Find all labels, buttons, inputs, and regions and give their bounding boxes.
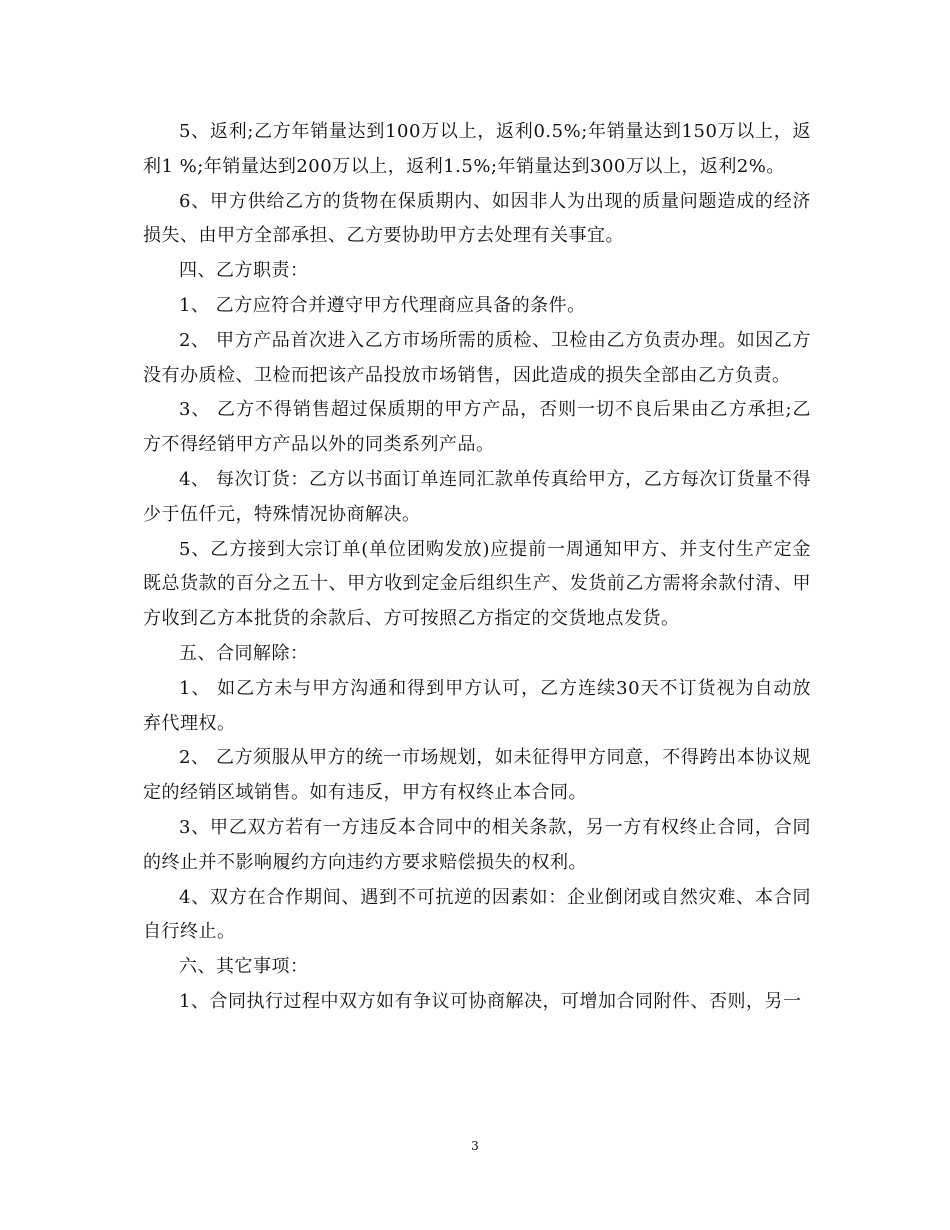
- section-heading-termination: 五、合同解除：: [179, 642, 309, 664]
- clause-shelf-life: 3、 乙方不得销售超过保质期的甲方产品，否则一切不良后果由乙方承担;乙方不得经销甲方产品以外的同类系列产品。: [143, 399, 811, 456]
- clause-rebate: 5、返利;乙方年销量达到100万以上，返利0.5%;年销量达到150万以上，返利1 %;年销量达到200万以上，返利1.5%;年销量达到300万以上，返利2%。: [143, 121, 811, 177]
- clause-force-majeure: 4、双方在合作期间、遇到不可抗逆的因素如：企业倒闭或自然灾难、本合同自行终止。: [143, 886, 811, 943]
- clause-disputes: 1、合同执行过程中双方如有争议可协商解决，可增加合同附件、否则，另一: [179, 990, 802, 1012]
- clause-bulk-orders: 5、乙方接到大宗订单(单位团购发放)应提前一周通知甲方、并支付生产定金既总货款的百分之五十、甲方收到定金后组织生产、发货前乙方需将余款付清、甲方收到乙方本批货的余款后、方可按照乙方指定的交货地点发货。: [143, 538, 811, 630]
- clause-auto-waiver: 1、 如乙方未与甲方沟通和得到甲方认可，乙方连续30天不订货视为自动放弃代理权。: [143, 677, 811, 734]
- section-heading-party-b-duties: 四、乙方职责：: [179, 260, 309, 282]
- clause-agent-conditions: 1、 乙方应符合并遵守甲方代理商应具备的条件。: [179, 294, 586, 316]
- clause-quality-loss: 6、甲方供给乙方的货物在保质期内、如因非人为出现的质量问题造成的经济损失、由甲方全部承担、乙方要协助甲方去处理有关事宜。: [143, 190, 811, 247]
- clause-market-planning: 2、 乙方须服从甲方的统一市场规划，如未征得甲方同意，不得跨出本协议规定的经销区域销售。如有违反，甲方有权终止本合同。: [143, 747, 811, 804]
- clause-inspection: 2、 甲方产品首次进入乙方市场所需的质检、卫检由乙方负责办理。如因乙方没有办质检、卫检而把该产品投放市场销售，因此造成的损失全部由乙方负责。: [143, 329, 811, 386]
- page-number: 3: [471, 1139, 479, 1153]
- section-heading-other-matters: 六、其它事项：: [179, 956, 309, 978]
- clause-breach: 3、甲乙双方若有一方违反本合同中的相关条款，另一方有权终止合同，合同的终止并不影响履约方向违约方要求赔偿损失的权利。: [143, 816, 811, 873]
- clause-ordering: 4、 每次订货：乙方以书面订单连同汇款单传真给甲方，乙方每次订货量不得少于伍仟元，特殊情况协商解决。: [143, 468, 811, 525]
- document-body: [143, 115, 811, 1020]
